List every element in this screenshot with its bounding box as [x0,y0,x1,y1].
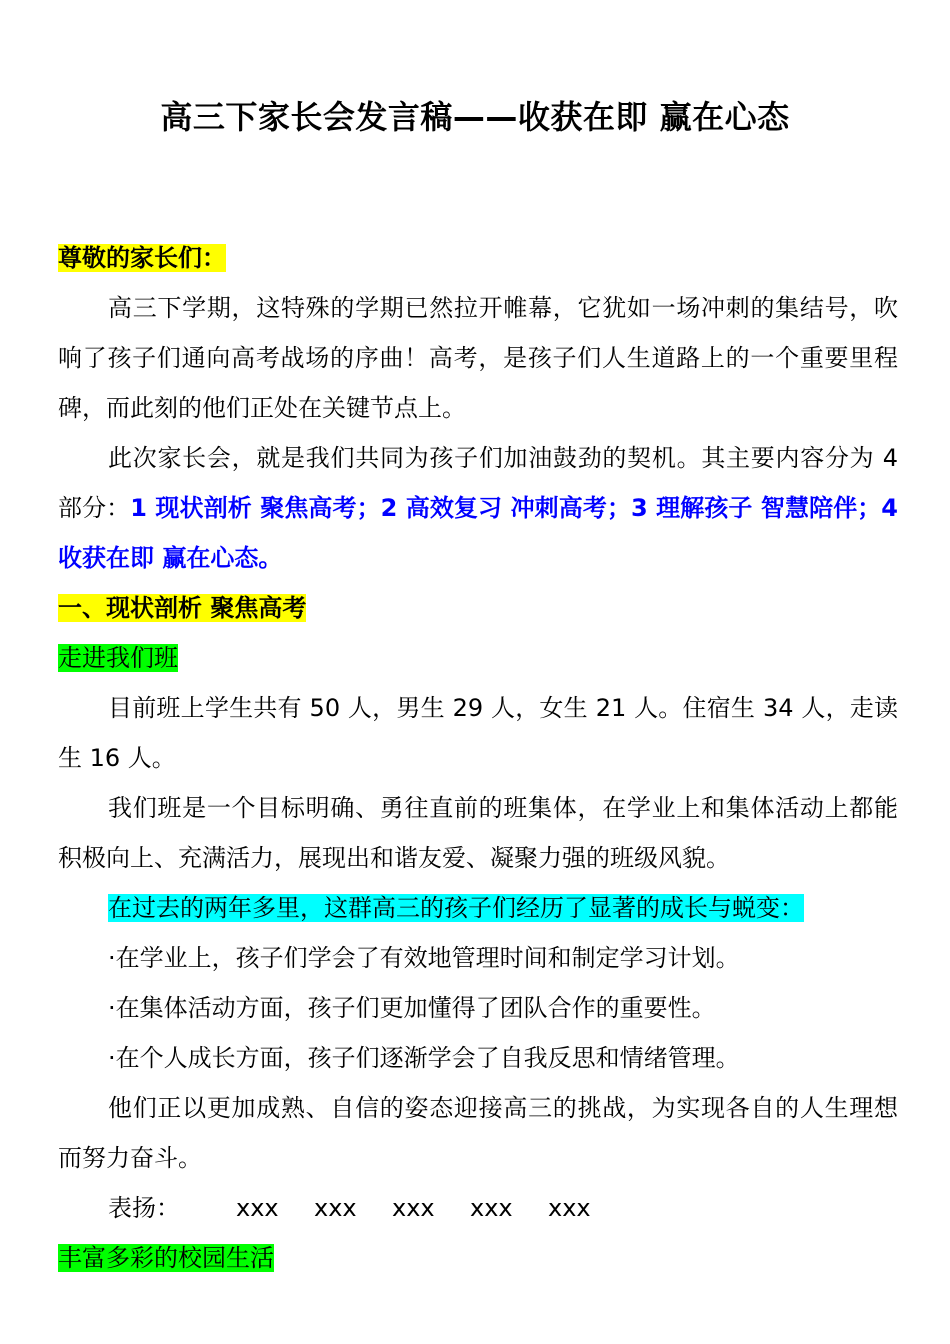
intro-paragraph-1: 高三下学期，这特殊的学期已然拉开帷幕，它犹如一场冲刺的集结号，吹响了孩子们通向高考战场的序曲！高考，是孩子们人生道路上的一个重要里程碑，而此刻的他们正处在关键节点上。 [58,294,898,422]
growth-heading: 在过去的两年多里，这群高三的孩子们经历了显著的成长与蜕变： [108,894,804,922]
praise-line [58,1183,898,1233]
growth-item: ·在集体活动方面，孩子们更加懂得了团队合作的重要性。 [108,994,716,1022]
document-body [58,233,898,1283]
class-description-paragraph: 我们班是一个目标明确、勇往直前的班集体，在学业上和集体活动上都能积极向上、充满活力，展现出和谐友爱、凝聚力强的班级风貌。 [58,794,898,872]
praise-name: xxx [236,1194,279,1222]
intro-paragraph-2-text: 此次家长会，就是我们共同为孩子们加油鼓劲的契机。其主要内容分为 4 部分： [58,444,898,522]
class-stats-paragraph: 目前班上学生共有 50 人，男生 29 人，女生 21 人。住宿生 34 人，走读生 16 人。 [58,694,898,772]
subsection-1-heading: 走进我们班 [58,644,178,672]
growth-heading-line [58,883,898,933]
growth-conclusion-paragraph: 他们正以更加成熟、自信的姿态迎接高三的挑战，为实现各自的人生理想而努力奋斗。 [58,1094,898,1172]
praise-name: xxx [392,1194,435,1222]
praise-name: xxx [314,1194,357,1222]
praise-name: xxx [470,1194,513,1222]
growth-item: ·在学业上，孩子们学会了有效地管理时间和制定学习计划。 [108,944,740,972]
section-1-heading-line [58,583,898,633]
praise-name: xxx [548,1194,591,1222]
intro-paragraph-2 [58,433,898,583]
greeting: 尊敬的家长们： [58,244,226,272]
greeting-line [58,233,898,283]
subsection-2-heading: 丰富多彩的校园生活 [58,1244,274,1272]
outline-parts: 1 现状剖析 聚焦高考；2 高效复习 冲刺高考；3 理解孩子 智慧陪伴；4 收获在即 赢在心态。 [58,494,898,572]
section-1-heading: 一、现状剖析 聚焦高考 [58,594,307,622]
document-title: 高三下家长会发言稿——收获在即 赢在心态 [160,98,790,136]
subsection-2-heading-line [58,1233,898,1283]
growth-item: ·在个人成长方面，孩子们逐渐学会了自我反思和情绪管理。 [108,1044,740,1072]
praise-label: 表扬： [108,1194,180,1222]
subsection-1-heading-line [58,633,898,683]
